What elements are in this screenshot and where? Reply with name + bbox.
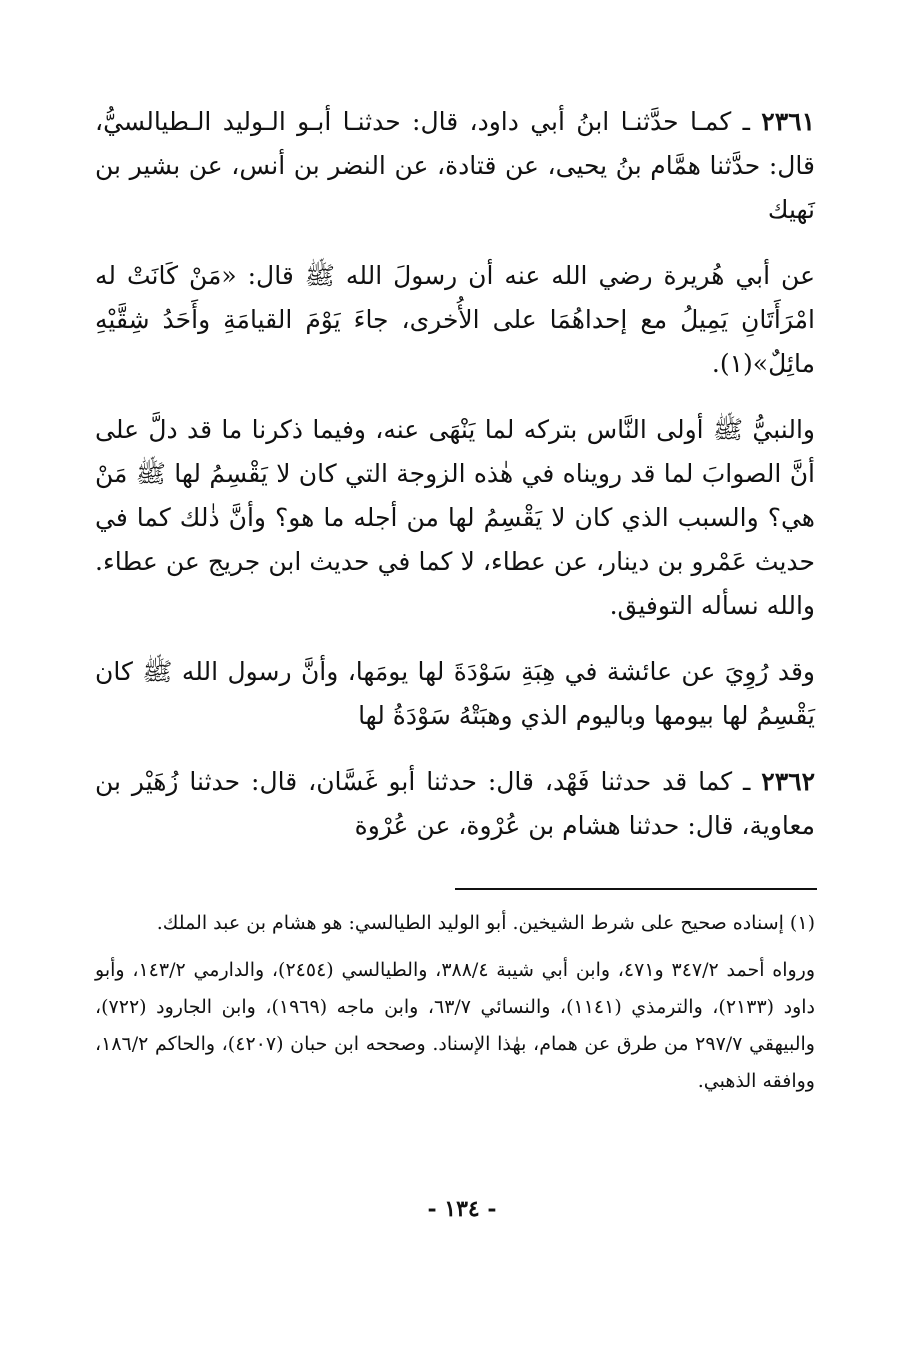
isnad-text: ـ كمـا حدَّثنـا ابنُ أبي داود، قال: حدثنـا أبـو الـوليد الـطيالسيُّ، قال: حدَّثنا همَّام بنُ يحيى، عن قتادة، عن النضر بن أنس، عن بشير بن نَهيك [95,107,815,224]
hadith-2362-isnad [95,760,815,848]
commentary-paragraph: والنبيُّ ﷺ أولى النَّاس بتركه لما يَنْهَى عنه، وفيما ذكرنا ما قد دلَّ على أنَّ الصوابَ لما قد رويناه في هٰذه الزوجة التي كان لا يَقْسِمُ لها ﷺ مَنْ هي؟ والسبب الذي كان لا يَقْسِمُ لها من أجله ما هو؟ وأنَّ ذٰلك كما في حديث عَمْرو بن دينار، عن عطاء، لا كما في حديث ابن جريج عن عطاء. والله نسأله التوفيق. [95,415,815,620]
main-text [95,100,815,860]
footnote-1: (١) إسناده صحيح على شرط الشيخين. أبو الوليد الطيالسي: هو هشام بن عبد الملك. [156,912,815,934]
footnote-divider [455,888,817,890]
hadith-number: ٢٣٦٢ [761,767,815,796]
footnotes [95,905,815,1110]
hadith-2361-isnad [95,100,815,232]
hadith-number: ٢٣٦١ [761,107,815,136]
footnote-references: ورواه أحمد ٣٤٧/٢ و٤٧١، وابن أبي شيبة ٣٨٨/٤، والطيالسي (٢٤٥٤)، والدارمي ١٤٣/٢، وأبو داود (٢١٣٣)، والترمذي (١١٤١)، والنسائي ٦٣/٧، وابن ماجه (١٩٦٩)، وابن الجارود (٧٢٢)، والبيهقي ٢٩٧/٧ من طرق عن همام، بهٰذا الإسناد. وصححه ابن حبان (٤٢٠٧)، والحاكم ١٨٦/٢، ووافقه الذهبي. [95,959,816,1092]
hadith-2361-matn: عن أبي هُريرة رضي الله عنه أن رسولَ الله ﷺ قال: «مَنْ كَانَتْ له امْرَأَتَانِ يَمِيلُ مع إحداهُمَا على الأُخرى، جاءَ يَوْمَ القيامَةِ وأَحَدُ شِقَّيْهِ مائِلٌ»(١). [95,261,815,378]
isnad-text: ـ كما قد حدثنا فَهْد، قال: حدثنا أبو غَسَّان، قال: حدثنا زُهَيْر بن معاوية، قال: حدثنا هشام بن عُرْوة، عن عُرْوة [95,767,815,840]
narration-paragraph: وقد رُوِيَ عن عائشة في هِبَةِ سَوْدَةَ لها يومَها، وأنَّ رسول الله ﷺ كان يَقْسِمُ لها بيومها وباليوم الذي وهبَتْهُ سَوْدَةُ لها [95,657,815,730]
page-number: - ١٣٤ - [427,1196,497,1222]
